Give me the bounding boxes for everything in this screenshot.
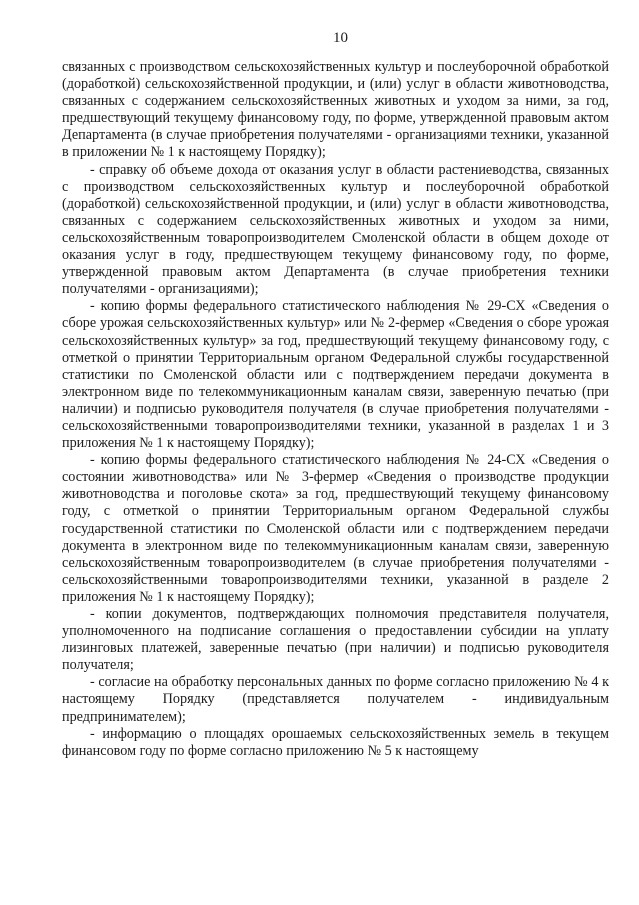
document-body: [62, 59, 609, 760]
paragraph-representative-documents: - копии документов, подтверждающих полномочия представителя получателя, уполномоченного на подписание соглашения о предоставлении субсидии на уплату лизинговых платежей, заверенные печатью (при наличии) и подписью руководителя получателя;: [62, 606, 609, 674]
paragraph-continuation: связанных с производством сельскохозяйственных культур и послеуборочной обработкой (доработкой) сельскохозяйственной продукции, и (или) услуг в области животноводства, связанных с содержанием сельскохозяйственных животных и уходом за ними, за год, предшествующий текущему финансовому году, по форме, утвержденной правовым актом Департамента (в случае приобретения получателями - организациями техники, указанной в приложении № 1 к настоящему Порядку);: [62, 59, 609, 161]
paragraph-income-certificate: - справку об объеме дохода от оказания услуг в области растениеводства, связанных с производством сельскохозяйственных культур и послеуборочной обработкой (доработкой) сельскохозяйственной продукции, и (или) услуг в области животноводства, связанных с содержанием сельскохозяйственных животных и уходом за ними, сельскохозяйственным товаропроизводителем Смоленской области в общем доходе от оказания услуг в году, предшествующем текущему финансовому году, по форме, утвержденной правовым актом Департамента (в случае приобретения техники получателями - организациями);: [62, 161, 609, 298]
paragraph-personal-data-consent: - согласие на обработку персональных данных по форме согласно приложению № 4 к настоящему Порядку (представляется получателем - индивидуальным предпринимателем);: [62, 674, 609, 725]
page-number: 10: [333, 30, 348, 46]
paragraph-form-24sx: - копию формы федерального статистического наблюдения № 24-СХ «Сведения о состоянии животноводства» или № 3-фермер «Сведения о производстве продукции животноводства и поголовье скота» за год, предшествующий текущему финансовому году, с отметкой о принятии Территориальным органом Федеральной службы государственной статистики по Смоленской области или с подтверждением передачи документа в электронном виде по телекоммуникационным каналам связи, заверенную сельскохозяйственным товаропроизводителем (в случае приобретения получателями - сельскохозяйственными товаропроизводителями техники, указанной в разделе 2 приложения № 1 к настоящему Порядку);: [62, 452, 609, 605]
paragraph-irrigated-land-info: - информацию о площадях орошаемых сельскохозяйственных земель в текущем финансовом году по форме согласно приложению № 5 к настоящему: [62, 725, 609, 759]
paragraph-form-29sx: - копию формы федерального статистического наблюдения № 29-СХ «Сведения о сборе урожая сельскохозяйственных культур» или № 2-фермер «Сведения о сборе урожая сельскохозяйственных культур» за год, предшествующий текущему финансовому году, с отметкой о принятии Территориальным органом Федеральной службы государственной статистики по Смоленской области или с подтверждением передачи документа в электронном виде по телекоммуникационным каналам связи, заверенную печатью (при наличии) и подписью руководителя получателя (в случае приобретения получателями - сельскохозяйственными товаропроизводителями техники, указанной в разделах 1 и 3 приложения № 1 к настоящему Порядку);: [62, 298, 609, 452]
